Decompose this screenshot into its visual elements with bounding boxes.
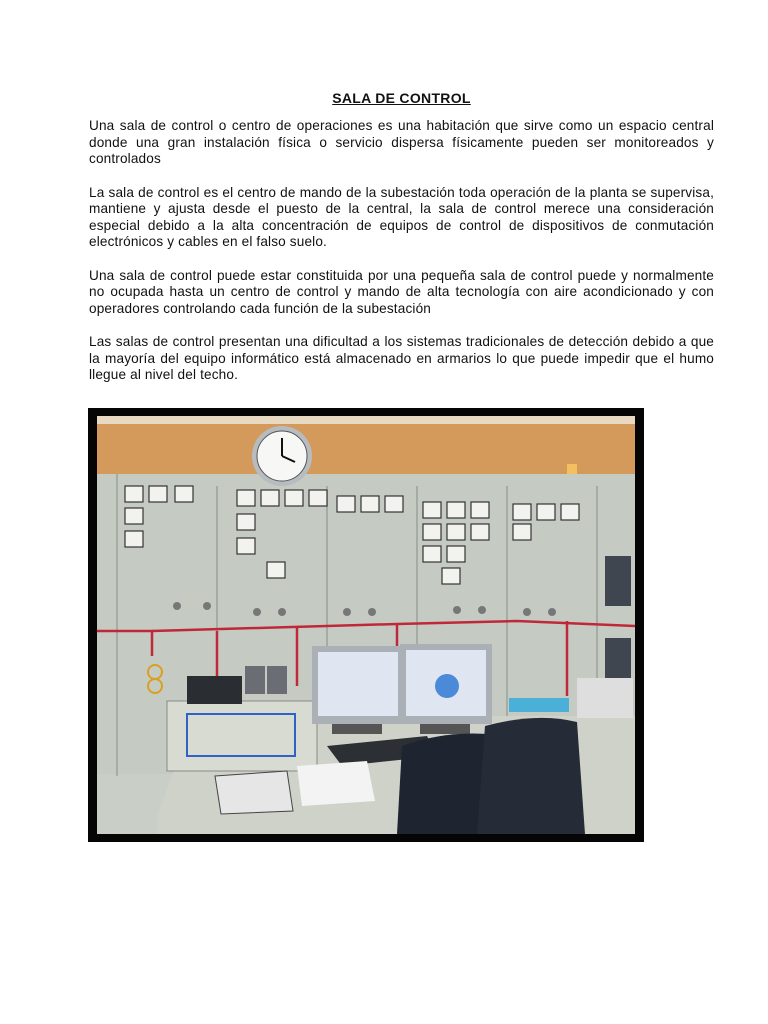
printer: [577, 678, 633, 718]
paragraph-3: Una sala de control puede estar constituida por una pequeña sala de control puede y normalmente no ocupada hasta un centro de control y mando de alta tecnología con aire acondicionado y con operadores controlando cada función de la subestación: [89, 267, 714, 316]
control-room-illustration: [97, 416, 635, 834]
wall-lamp: [567, 464, 577, 474]
paper-sheet: [297, 761, 375, 806]
paragraph-1: Una sala de control o centro de operaciones es una habitación que sirve como un espacio central donde una gran instalación física o servicio dispersa físicamente pueden ser monitoreados y controlados: [89, 118, 714, 166]
paragraph-2: La sala de control es el centro de mando de la subestación toda operación de la planta se supervisa, mantiene y ajusta desde el puesto de la central, la sala de control merece una consideración especial debido a la alta concentración de equipos de control de dispositivos de conmutación electrónicos y cables en el falso suelo.: [89, 184, 714, 249]
paragraph-4: Las salas de control presentan una dificultad a los sistemas tradicionales de detección debido a que la mayoría del equipo informático está almacenado en armarios lo que puede impedir que el humo llegue al nivel del techo.: [89, 334, 714, 382]
back-wall: [97, 416, 635, 476]
document-title: SALA DE CONTROL: [332, 90, 471, 106]
control-room-photo: [88, 408, 644, 842]
telephone: [187, 676, 242, 704]
document-body: [89, 90, 714, 401]
